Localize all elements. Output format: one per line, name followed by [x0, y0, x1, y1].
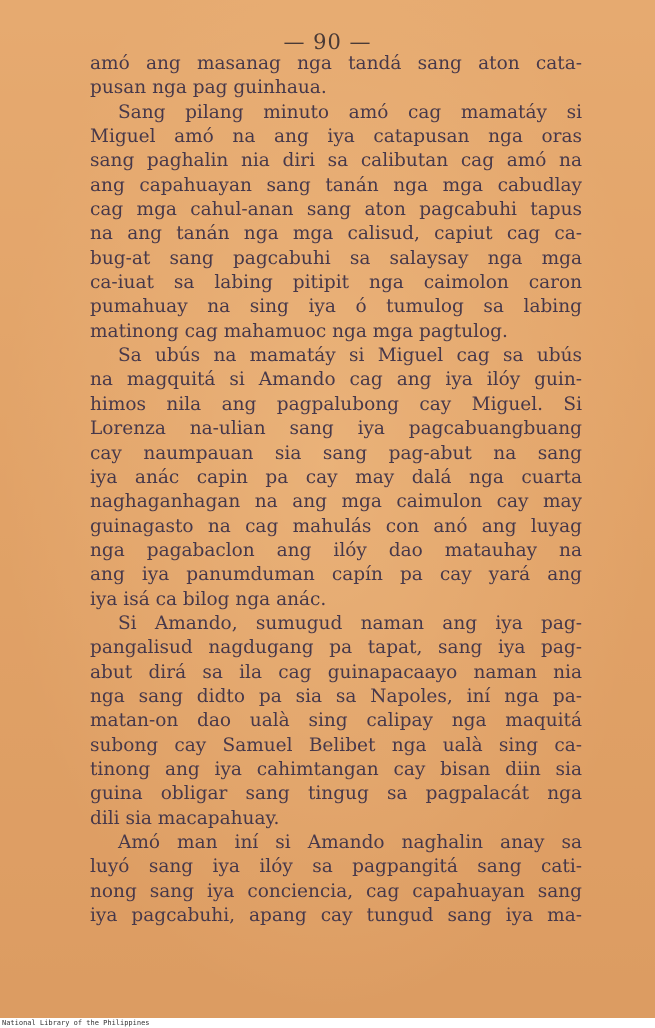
page-number: — 90 — [283, 30, 372, 54]
text-line: ang capahuayan sang tanán nga mga cabudlay [90, 174, 582, 196]
text-line: tinong ang iya cahimtangan cay bisan diin sia [90, 758, 582, 780]
text-line: subong cay Samuel Belibet nga ualà sing ca- [90, 734, 582, 756]
text-line: cay naumpauan sia sang pag-abut na sang [90, 442, 582, 464]
text-line: cag mga cahul-anan sang aton pagcabuhi tapus [90, 199, 582, 221]
text-line: nga sang didto pa sia sa Napoles, iní nga pa- [90, 685, 582, 707]
text-line: amó ang masanag nga tandá sang aton cata- [90, 53, 582, 74]
text-line: guina obligar sang tingug sa pagpalacát nga [90, 783, 582, 805]
footer-credit: National Library of the Philippines [2, 1019, 150, 1027]
text-line: Si Amando, sumugud naman ang iya pag- [118, 612, 582, 634]
body-text [90, 52, 582, 928]
text-line: pusan nga pag guinhaua. [90, 77, 327, 99]
text-line: guinagasto na cag mahulás con anó ang luyag [90, 515, 582, 537]
text-line: ca-iuat sa labing pitipit nga caimolon caron [90, 272, 582, 294]
text-line: dili sia macapahuay. [90, 807, 280, 829]
text-line: ang iya panumduman capín pa cay yará ang [90, 564, 582, 586]
text-line: Lorenza na-ulian sang iya pagcabuangbuang [90, 418, 582, 440]
text-line: matan-on dao ualà sing calipay nga maquitá [90, 710, 582, 732]
text-line: iya anác capin pa cay may dalá nga cuarta [90, 466, 582, 488]
text-line: matinong cag mahamuoc nga mga pagtulog. [90, 320, 508, 342]
text-line: bug-at sang pagcabuhi sa salaysay nga mga [90, 247, 582, 269]
text-line: naghaganhagan na ang mga caimulon cay may [90, 491, 582, 513]
text-line: sang paghalin nia diri sa calibutan cag amó na [90, 150, 582, 172]
text-line: Sang pilang minuto amó cag mamatáy si [118, 101, 582, 123]
text-line: nga pagabaclon ang ilóy dao matauhay na [90, 539, 582, 561]
text-line: pangalisud nagdugang pa tapat, sang iya pag- [90, 637, 582, 659]
text-line: na ang tanán nga mga calisud, capiut cag ca- [90, 223, 582, 245]
footer-bar [0, 1018, 655, 1028]
text-line: abut dirá sa ila cag guinapacaayo naman nia [90, 661, 582, 683]
text-line: iya isá ca bilog nga anác. [90, 588, 327, 610]
text-line: himos nila ang pagpalubong cay Miguel. Si [90, 393, 582, 415]
text-line: Miguel amó na ang iya catapusan nga oras [90, 126, 582, 148]
text-line: iya pagcabuhi, apang cay tungud sang iya ma- [90, 905, 582, 927]
text-line: luyó sang iya ilóy sa pagpangitá sang cati- [90, 856, 582, 878]
text-line: Amó man iní si Amando naghalin anay sa [118, 832, 582, 853]
text-line: Sa ubús na mamatáy si Miguel cag sa ubús [118, 345, 582, 367]
text-line: nong sang iya conciencia, cag capahuayan sang [90, 880, 582, 902]
text-line: na magquitá si Amando cag ang iya ilóy guin- [90, 369, 582, 391]
text-line: pumahuay na sing iya ó tumulog sa labing [90, 296, 582, 318]
